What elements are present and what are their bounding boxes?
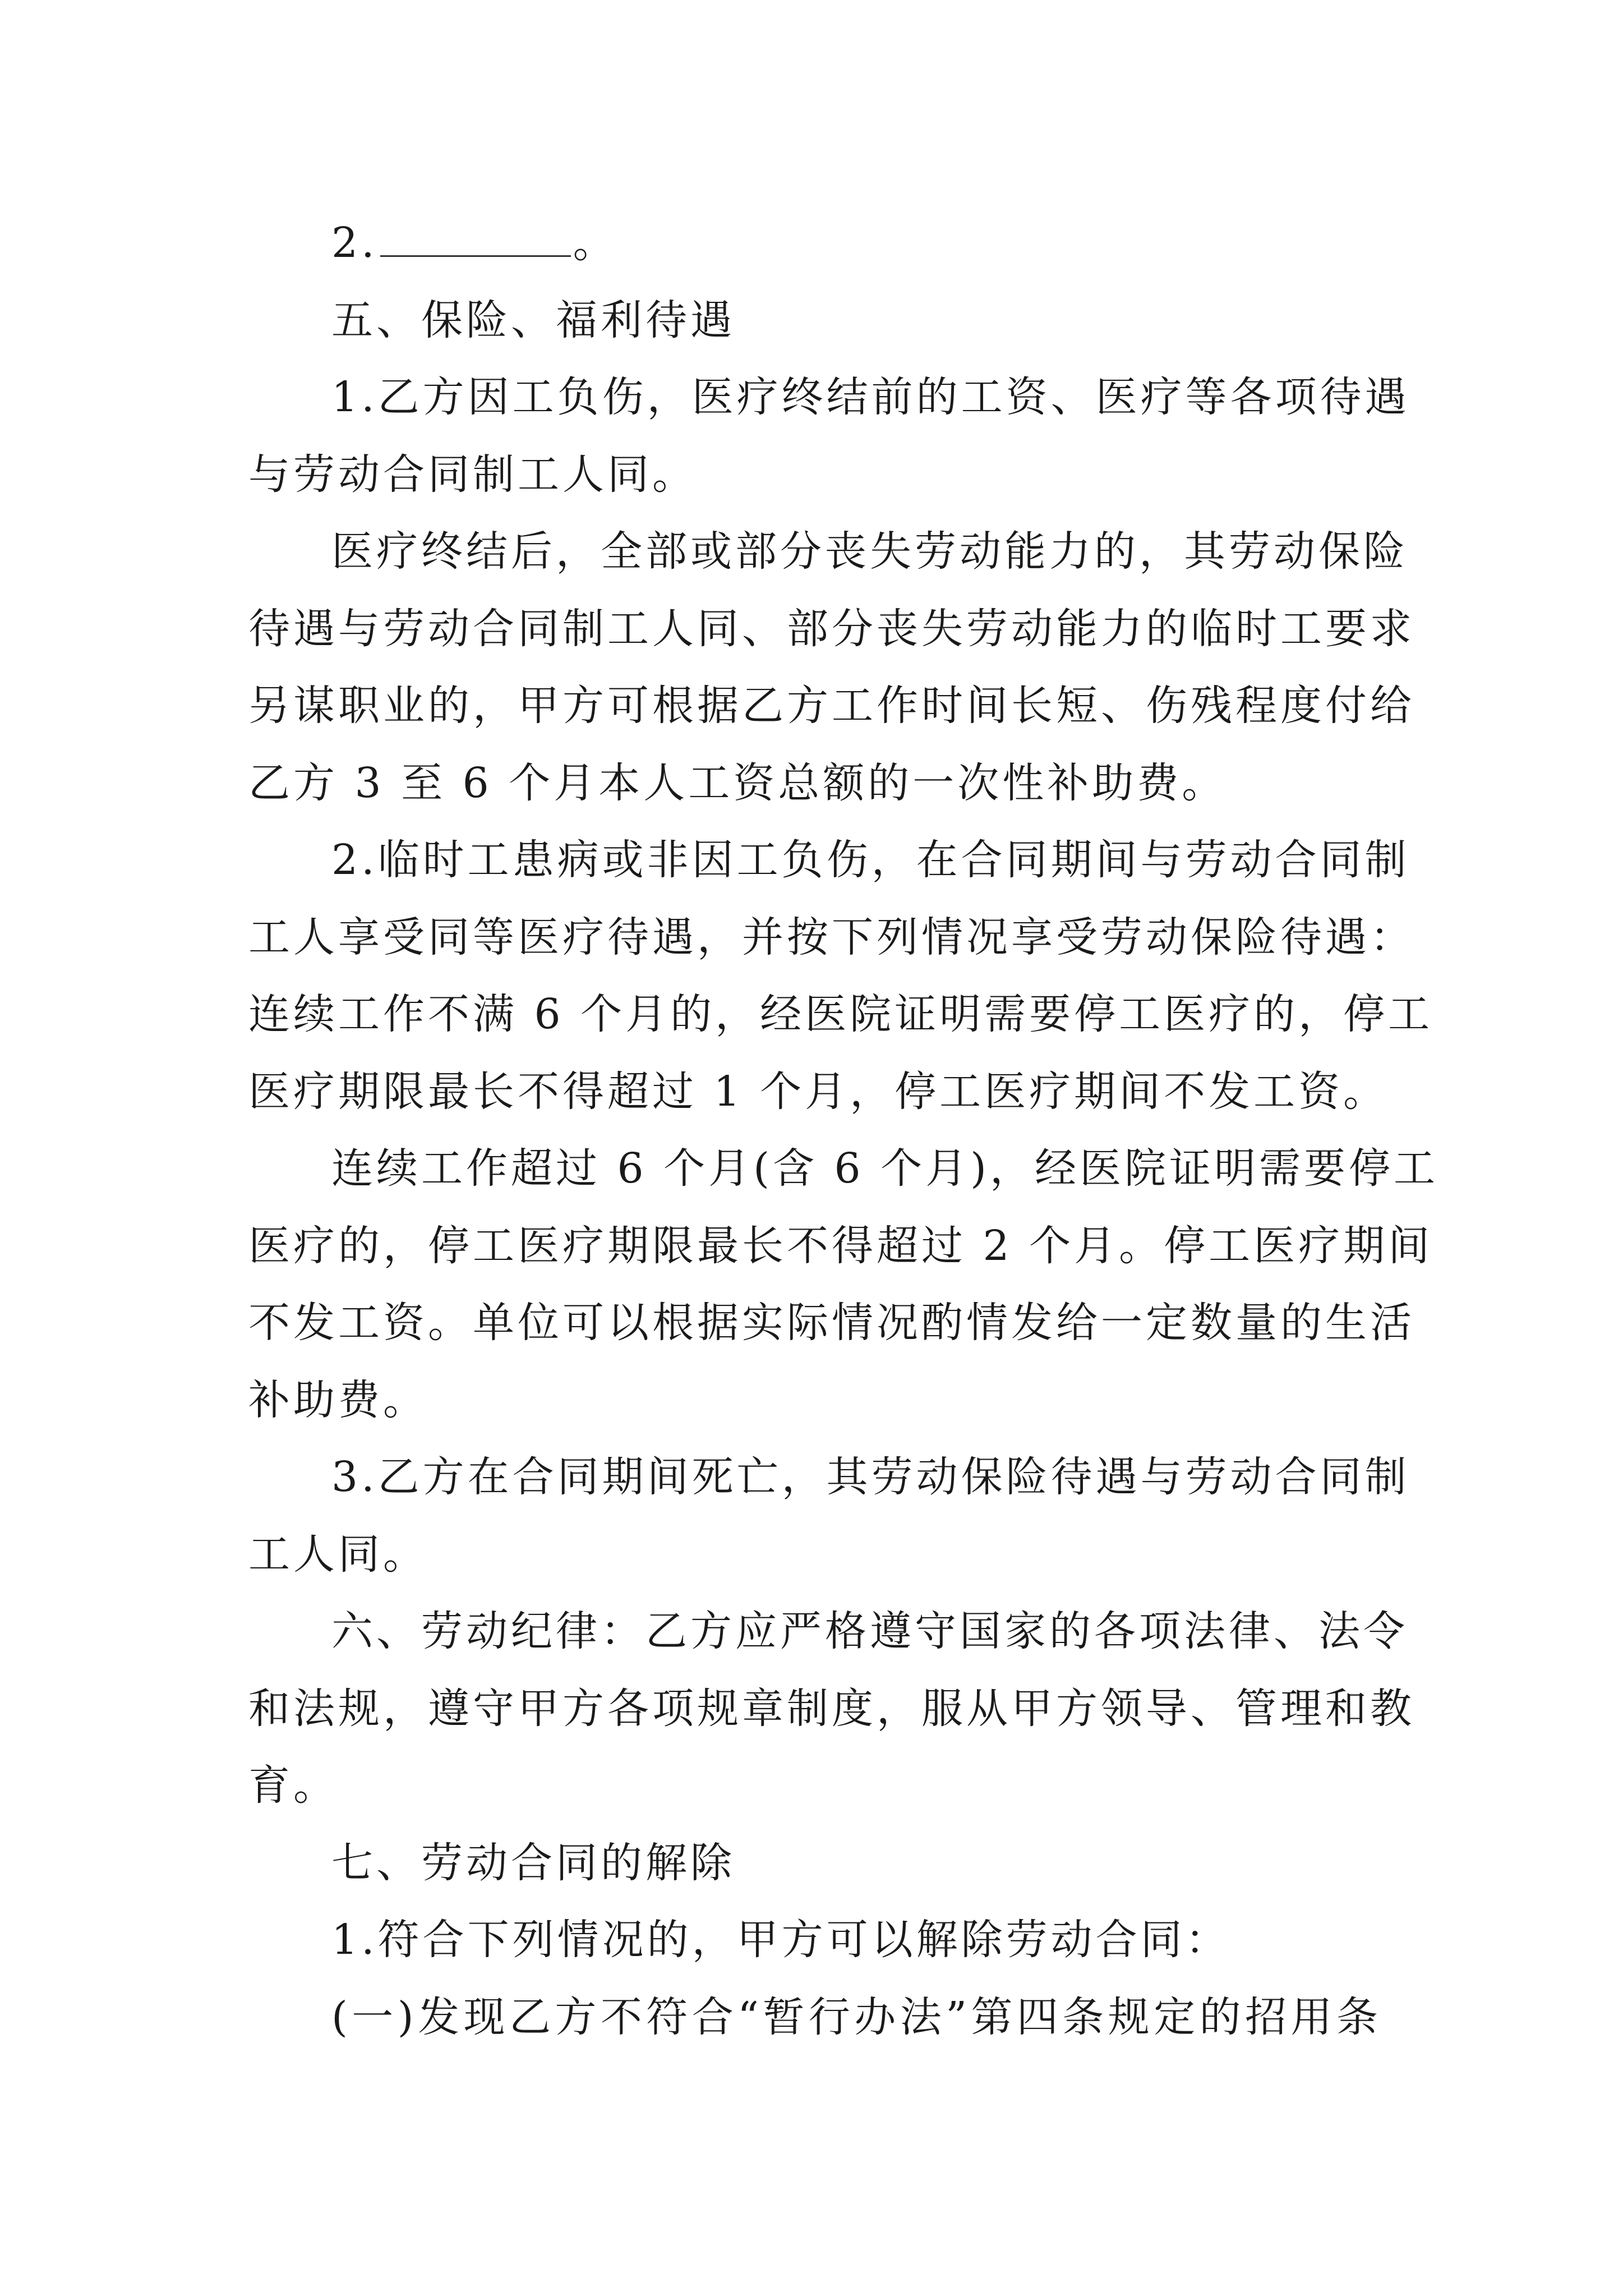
paragraph-line: 2.临时工患病或非因工负伤，在合同期间与劳动合同制 bbox=[331, 836, 1410, 884]
paragraph-line: 连续工作不满 6 个月的，经医院证明需要停工医疗的，停工 bbox=[248, 990, 1433, 1038]
section-heading-insurance: 五、保险、福利待遇 bbox=[331, 296, 735, 344]
clause-number: 2. bbox=[331, 219, 378, 267]
paragraph-line: 另谋职业的，甲方可根据乙方工作时间长短、伤残程度付给 bbox=[248, 682, 1415, 730]
paragraph-line: 医疗期限最长不得超过 1 个月，停工医疗期间不发工资。 bbox=[248, 1067, 1389, 1116]
paragraph-line: 1.乙方因工负伤，医疗终结前的工资、医疗等各项待遇 bbox=[331, 373, 1410, 421]
section-heading-discipline: 六、劳动纪律：乙方应严格遵守国家的各项法律、法令 bbox=[331, 1607, 1408, 1655]
paragraph-line: 医疗的，停工医疗期限最长不得超过 2 个月。停工医疗期间 bbox=[248, 1221, 1433, 1270]
paragraph-line: 乙方 3 至 6 个月本人工资总额的一次性补助费。 bbox=[248, 758, 1227, 807]
fill-in-blank bbox=[380, 216, 571, 257]
paragraph-line: 和法规，遵守甲方各项规章制度，服从甲方领导、管理和教 bbox=[248, 1684, 1415, 1733]
paragraph-line: 工人享受同等医疗待遇，并按下列情况享受劳动保险待遇： bbox=[248, 913, 1415, 961]
paragraph-line: (一)发现乙方不符合“暂行办法”第四条规定的招用条 bbox=[331, 1993, 1381, 2041]
paragraph-line: 3.乙方在合同期间死亡，其劳动保险待遇与劳动合同制 bbox=[331, 1453, 1410, 1501]
paragraph-line: 工人同。 bbox=[248, 1530, 428, 1579]
paragraph-line: 医疗终结后，全部或部分丧失劳动能力的，其劳动保险 bbox=[331, 527, 1408, 576]
paragraph-line: 不发工资。单位可以根据实际情况酌情发给一定数量的生活 bbox=[248, 1299, 1415, 1347]
paragraph-line: 与劳动合同制工人同。 bbox=[248, 450, 697, 499]
paragraph-line: 待遇与劳动合同制工人同、部分丧失劳动能力的临时工要求 bbox=[248, 604, 1415, 653]
paragraph-line: 1.符合下列情况的，甲方可以解除劳动合同： bbox=[331, 1916, 1230, 1964]
paragraph-line: 补助费。 bbox=[248, 1375, 428, 1424]
paragraph-line: 连续工作超过 6 个月(含 6 个月)，经医院证明需要停工 bbox=[331, 1144, 1438, 1193]
clause-line bbox=[248, 205, 1381, 282]
section-heading-termination: 七、劳动合同的解除 bbox=[331, 1838, 735, 1887]
paragraph-line: 育。 bbox=[248, 1761, 338, 1810]
document-body bbox=[248, 205, 1438, 2056]
clause-end: 。 bbox=[573, 219, 618, 267]
